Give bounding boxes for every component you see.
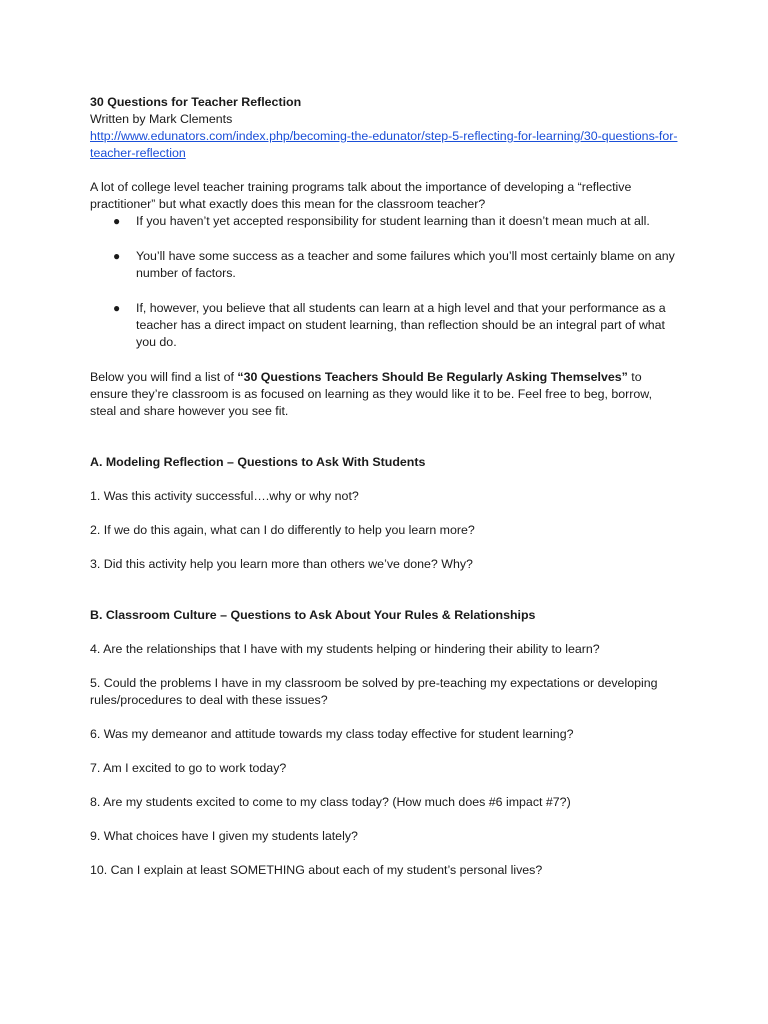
author-line: Written by Mark Clements [90,112,233,126]
list-item [90,300,680,351]
bullet-text: If, however, you believe that all students can learn at a high level and that your performance as a teacher has a direct impact on student learning, than reflection should be an integral part of what you do. [136,301,666,349]
bullet-icon: ● [113,214,121,228]
question-6: 6. Was my demeanor and attitude towards my class today effective for student learning? [90,727,574,741]
question-4: 4. Are the relationships that I have with my students helping or hindering their ability to learn? [90,642,600,656]
question-2: 2. If we do this again, what can I do differently to help you learn more? [90,523,475,537]
bullet-icon: ● [113,249,121,263]
document-title: 30 Questions for Teacher Reflection [90,95,302,109]
bullet-text: You’ll have some success as a teacher and some failures which you’ll most certainly blame on any number of factors. [136,249,675,280]
intro-paragraph: A lot of college level teacher training programs talk about the importance of developing a “reflective practitioner” but what exactly does this mean for the classroom teacher? [90,180,632,211]
bullet-icon: ● [113,301,121,315]
question-8: 8. Are my students excited to come to my class today? (How much does #6 impact #7?) [90,795,571,809]
document-page [90,94,680,879]
source-link[interactable]: http://www.edunators.com/index.php/becoming-the-edunator/step-5-reflecting-for-learning/30-questions-for-teacher-reflection [90,129,678,160]
question-7: 7. Am I excited to go to work today? [90,761,287,775]
below-prefix: Below you will find a list of [90,370,238,384]
question-5: 5. Could the problems I have in my classroom be solved by pre-teaching my expectations or developing rules/procedures to deal with these issues? [90,676,658,707]
question-9: 9. What choices have I given my students lately? [90,829,358,843]
question-10: 10. Can I explain at least SOMETHING about each of my student’s personal lives? [90,863,543,877]
below-bold-title: “30 Questions Teachers Should Be Regularly Asking Themselves” [237,370,628,384]
bullet-text: If you haven’t yet accepted responsibility for student learning than it doesn’t mean much at all. [136,214,650,228]
list-item [90,213,680,230]
question-1: 1. Was this activity successful….why or why not? [90,489,359,503]
question-3: 3. Did this activity help you learn more than others we’ve done? Why? [90,557,473,571]
bullet-list [90,213,680,351]
below-paragraph [90,369,680,420]
section-b-heading: B. Classroom Culture – Questions to Ask About Your Rules & Relationships [90,608,536,622]
list-item [90,248,680,282]
below-suffix: to ensure they’re classroom is as focused on learning as they would like it to be. Feel free to beg, borrow, steal and share however you see fit. [90,370,653,418]
section-a-heading: A. Modeling Reflection – Questions to Ask With Students [90,455,426,469]
